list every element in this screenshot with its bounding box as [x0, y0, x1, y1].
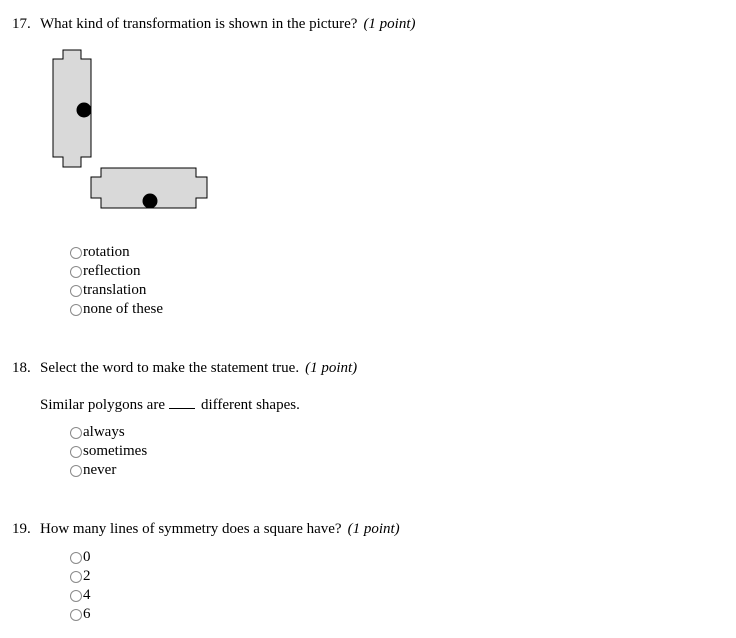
radio-circle-icon[interactable]: [70, 304, 82, 316]
option-0[interactable]: [70, 548, 91, 567]
option-4[interactable]: [70, 586, 91, 605]
question-18-header: [12, 360, 357, 377]
question-text: How many lines of symmetry does a square have?: [40, 521, 342, 537]
statement-after: different shapes.: [200, 397, 300, 413]
option-none-of-these[interactable]: [70, 300, 163, 319]
option-label: 2: [83, 568, 91, 584]
option-label: always: [83, 424, 125, 440]
radio-circle-icon[interactable]: [70, 590, 82, 602]
radio-circle-icon[interactable]: [70, 266, 82, 278]
option-never[interactable]: [70, 461, 116, 480]
transformation-figure: [0, 0, 260, 240]
option-label: reflection: [83, 263, 141, 279]
option-label: 0: [83, 549, 91, 565]
question-19-header: [12, 521, 400, 538]
option-label: sometimes: [83, 443, 148, 459]
option-sometimes[interactable]: [70, 442, 147, 461]
original-dot: [77, 103, 92, 118]
option-reflection[interactable]: [70, 262, 140, 281]
option-rotation[interactable]: [70, 243, 130, 262]
radio-circle-icon[interactable]: [70, 609, 82, 621]
question-number: 18.: [12, 360, 31, 376]
question-text: What kind of transformation is shown in the picture?: [40, 16, 358, 32]
option-label: 6: [83, 606, 91, 622]
question-number: 17.: [12, 16, 31, 32]
question-number: 19.: [12, 521, 31, 537]
statement-before: Similar polygons are: [40, 397, 165, 413]
radio-circle-icon[interactable]: [70, 285, 82, 297]
statement-blank: [169, 396, 195, 409]
radio-circle-icon[interactable]: [70, 427, 82, 439]
question-text: Select the word to make the statement true.: [40, 360, 300, 376]
option-label: rotation: [83, 244, 130, 260]
option-translation[interactable]: [70, 281, 146, 300]
transformed-dot: [143, 194, 158, 209]
option-label: 4: [83, 587, 91, 603]
radio-circle-icon[interactable]: [70, 446, 82, 458]
option-label: translation: [83, 282, 147, 298]
option-2[interactable]: [70, 567, 91, 586]
question-points: (1 point): [305, 360, 358, 376]
option-label: none of these: [83, 301, 163, 317]
question-points: (1 point): [363, 16, 416, 32]
option-6[interactable]: [70, 605, 91, 624]
fill-in-statement: [40, 396, 300, 414]
radio-circle-icon[interactable]: [70, 571, 82, 583]
radio-circle-icon[interactable]: [70, 465, 82, 477]
option-always[interactable]: [70, 423, 125, 442]
question-points: (1 point): [347, 521, 400, 537]
radio-circle-icon[interactable]: [70, 552, 82, 564]
radio-circle-icon[interactable]: [70, 247, 82, 259]
option-label: never: [83, 462, 117, 478]
